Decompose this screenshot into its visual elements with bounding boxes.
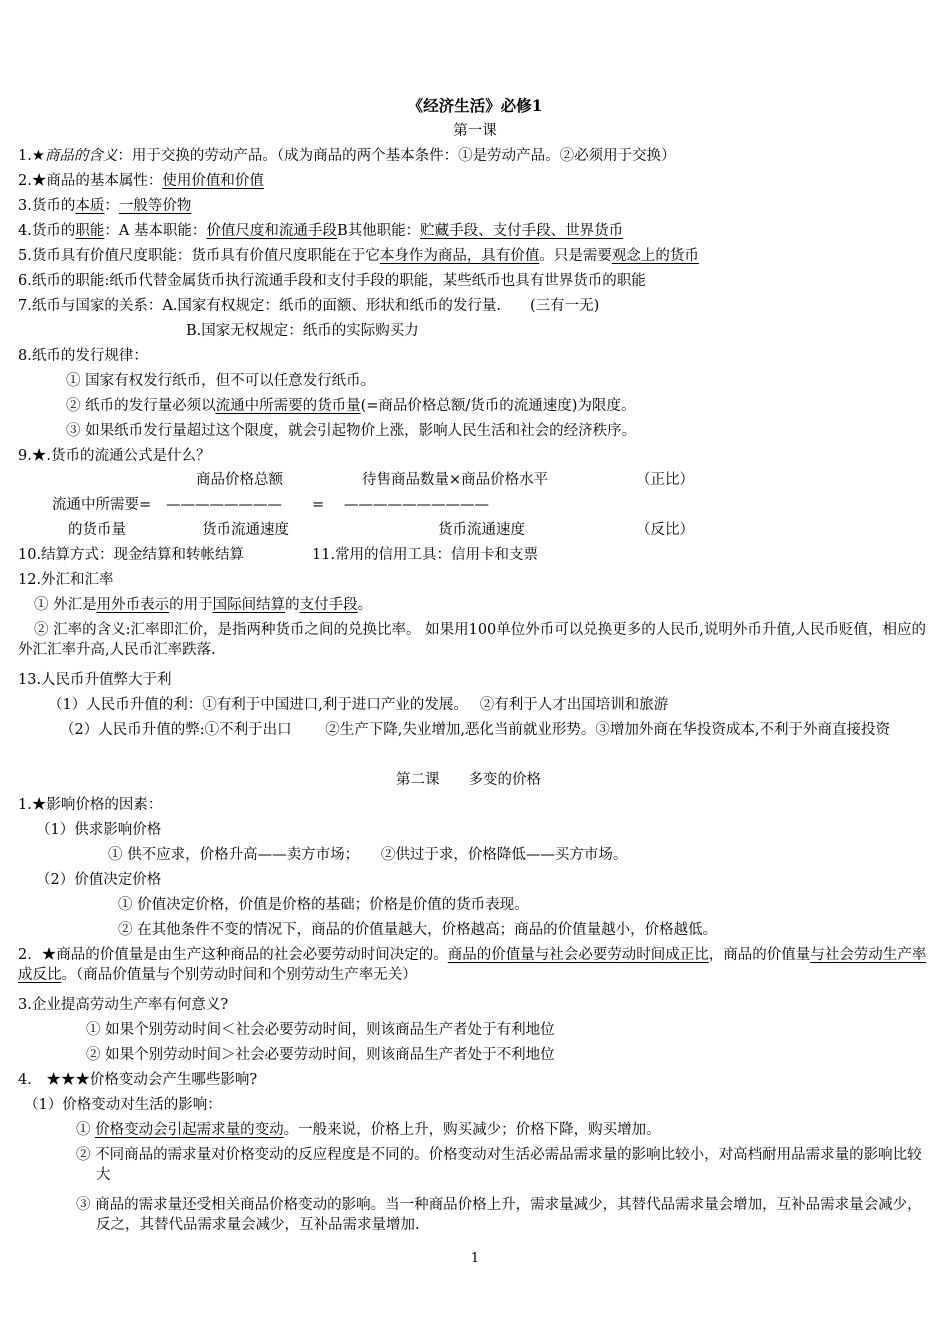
item-4-basic: 价值尺度和流通手段 — [206, 223, 337, 239]
item-8-1: ① 国家有权发行纸币，但不可以任意发行纸币。 — [66, 373, 376, 389]
item-12-1 — [34, 595, 372, 615]
l2-item-1-2b: ② 在其他条件不变的情况下，商品的价值量越大，价格越高；商品的价值量越小，价格越低。 — [118, 922, 718, 938]
item-12-1-c: 的用于 — [169, 597, 213, 613]
item-12: 12.外汇和汇率 — [18, 572, 114, 588]
l2-item-1-2a: ① 价值决定价格，价值是价格的基础；价格是价值的货币表现。 — [118, 897, 529, 913]
formula-equals: = — [312, 497, 325, 513]
l2-item-4-1a-num: ① — [76, 1122, 96, 1138]
item-2 — [18, 171, 264, 191]
item-4 — [18, 221, 623, 241]
item-8-2 — [66, 396, 635, 416]
item-8-2-tail: (=商品价格总额/货币的流通速度)为限度。 — [360, 398, 636, 414]
item-1 — [18, 146, 676, 166]
item-12-2: ② 汇率的含义:汇率即汇价，是指两种货币之间的兑换比率。 如果用100单位外币可以兑换更多的人民币,说明外币升值,人民币贬值，相应的外汇汇率升高,人民币汇率跌落. — [18, 622, 926, 658]
formula-denominator-1: 货币流通速度 — [202, 522, 289, 538]
document-title: 《经济生活》必修1 — [407, 96, 543, 115]
l2-item-2-a: 2．★商品的价值量是由生产这种商品的社会必要劳动时间决定的。 — [18, 947, 448, 963]
item-4-term: 职能 — [75, 223, 105, 239]
formula-lhs-2: 的货币量 — [68, 522, 126, 538]
lesson-1-heading: 第一课 — [453, 123, 497, 139]
formula-denominator-2: 货币流通速度 — [438, 522, 525, 538]
l2-item-3: 3.企业提高劳动生产率有何意义? — [18, 997, 229, 1013]
page-number: 1 — [470, 1251, 480, 1266]
item-12-1-a: ① 外汇是 — [34, 597, 97, 613]
item-12-1-f: 支付手段 — [299, 597, 358, 613]
formula-lhs: 流通中所需要= — [52, 497, 152, 513]
l2-item-1-2: （2）价值决定价格 — [36, 872, 162, 888]
item-7a: 7.纸币与国家的关系：A.国家有权规定：纸币的面额、形状和纸币的发行量. (三有一无) — [18, 298, 600, 314]
lesson-2-heading: 第二课 多变的价格 — [396, 772, 541, 788]
l2-item-2-e: 。（商品价值量与个别劳动时间和个别劳动生产率无关） — [61, 967, 417, 983]
item-11: 11.常用的信用工具：信用卡和支票 — [312, 547, 539, 563]
item-4-other-label: B其他职能： — [336, 223, 421, 239]
item-13: 13.人民币升值弊大于利 — [18, 672, 172, 688]
item-10: 10.结算方式：现金结算和转帐结算 — [18, 547, 245, 563]
formula-numerator-1: 商品价格总额 — [196, 472, 283, 488]
item-7b: B.国家无权规定：纸币的实际购买力 — [186, 323, 419, 339]
item-8-2-text: ② 纸币的发行量必须以 — [66, 398, 216, 414]
l2-item-3-1: ① 如果个别劳动时间＜社会必要劳动时间，则该商品生产者处于有利地位 — [86, 1022, 555, 1038]
l2-item-4-1: （1）价格变动对生活的影响： — [24, 1097, 222, 1113]
l2-item-1-1: （1）供求影响价格 — [36, 822, 162, 838]
l2-item-2-c: ，商品的价值量 — [708, 947, 811, 963]
item-4-text: 4.货币的 — [18, 223, 76, 239]
l2-item-2 — [18, 945, 934, 985]
l2-item-1: 1.★影响价格的因素： — [18, 797, 163, 813]
item-8-2-underlined: 流通中所需要的货币量 — [215, 398, 361, 414]
item-3-text: 3.货币的 — [18, 198, 76, 214]
item-3-colon: ： — [104, 198, 119, 214]
item-3-answer: 一般等价物 — [118, 198, 192, 214]
l2-item-4: 4． ★★★价格变动会产生哪些影响? — [18, 1072, 258, 1088]
item-1-term: 商品的含义 — [44, 148, 118, 164]
formula-bar-1: ———————— — [166, 497, 282, 513]
item-12-1-g: 。 — [357, 597, 373, 613]
formula-bar-2: —————————— — [344, 497, 489, 513]
l2-item-2-d: 与社会劳动生产率成反比 — [18, 947, 927, 983]
item-4-basic-label: ：A 基本职能： — [104, 223, 207, 239]
l2-item-3-2: ② 如果个别劳动时间＞社会必要劳动时间，则该商品生产者处于不利地位 — [86, 1047, 555, 1063]
item-1-text: ：用于交换的劳动产品。（成为商品的两个基本条件：①是劳动产品。②必须用于交换） — [117, 148, 676, 164]
l2-item-1-1a: ① 供不应求，价格升高——卖方市场； ②供过于求，价格降低——买方市场。 — [108, 847, 628, 863]
item-2-text: 2.★商品的基本属性： — [18, 173, 163, 189]
item-8-3: ③ 如果纸币发行量超过这个限度，就会引起物价上涨，影响人民生活和社会的经济秩序。 — [66, 423, 637, 439]
item-4-other: 贮藏手段、支付手段、世界货币 — [420, 223, 624, 239]
item-12-1-b: 用外币表示 — [96, 597, 170, 613]
item-6: 6.纸币的职能:纸币代替金属货币执行流通手段和支付手段的职能，某些纸币也具有世界货币的职能 — [18, 273, 646, 289]
item-5-underlined-2: 观念上的货币 — [611, 248, 699, 264]
item-3-term: 本质 — [75, 198, 105, 214]
l2-item-4-1a-underlined: 价格变动会引起需求量的变动 — [95, 1122, 284, 1138]
formula-inverse-ratio: （反比） — [636, 522, 694, 538]
item-9: 9.★.货币的流通公式是什么？ — [18, 448, 211, 464]
item-12-1-d: 国际间结算 — [212, 597, 286, 613]
item-5 — [18, 246, 699, 266]
formula-direct-ratio: （正比） — [636, 472, 694, 488]
item-5-mid: 。只是需要 — [539, 248, 612, 264]
l2-item-4-1a — [76, 1120, 661, 1140]
l2-item-4-1c: ③ 商品的需求量还受相关商品价格变动的影响。当一种商品价格上升，需求量减少，其替代品需求量会增加，互补品需求量会减少，反之，其替代品需求量会减少，互补品需求量增加. — [76, 1197, 922, 1233]
item-13-1: （1）人民币升值的利：①有利于中国进口,利于进口产业的发展。 ②有利于人才出国培训和旅游 — [48, 697, 669, 713]
formula-numerator-2: 待售商品数量×商品价格水平 — [362, 472, 549, 488]
l2-item-4-1b: ② 不同商品的需求量对价格变动的反应程度是不同的。价格变动对生活必需品需求量的影响比较小，对高档耐用品需求量的影响比较大 — [76, 1147, 922, 1183]
item-5-underlined-1: 本身作为商品，具有价值 — [379, 248, 540, 264]
item-5-text: 5.货币具有价值尺度职能：货币具有价值尺度职能在于它 — [18, 248, 380, 264]
item-1-prefix: 1.★ — [18, 148, 45, 164]
l2-item-4-1a-text: 。一般来说，价格上升，购买减少；价格下降，购买增加。 — [283, 1122, 661, 1138]
item-2-underlined: 使用价值和价值 — [162, 173, 264, 189]
item-12-1-e: 的 — [285, 597, 300, 613]
item-13-2: （2）人民币升值的弊:①不利于出口 ②生产下降,失业增加,恶化当前就业形势。③增加外商在华投资成本,不利于外商直接投资 — [60, 722, 891, 738]
item-3 — [18, 196, 191, 216]
item-8: 8.纸币的发行规律： — [18, 348, 148, 364]
l2-item-2-b: 商品的价值量与社会必要劳动时间成正比 — [447, 947, 709, 963]
